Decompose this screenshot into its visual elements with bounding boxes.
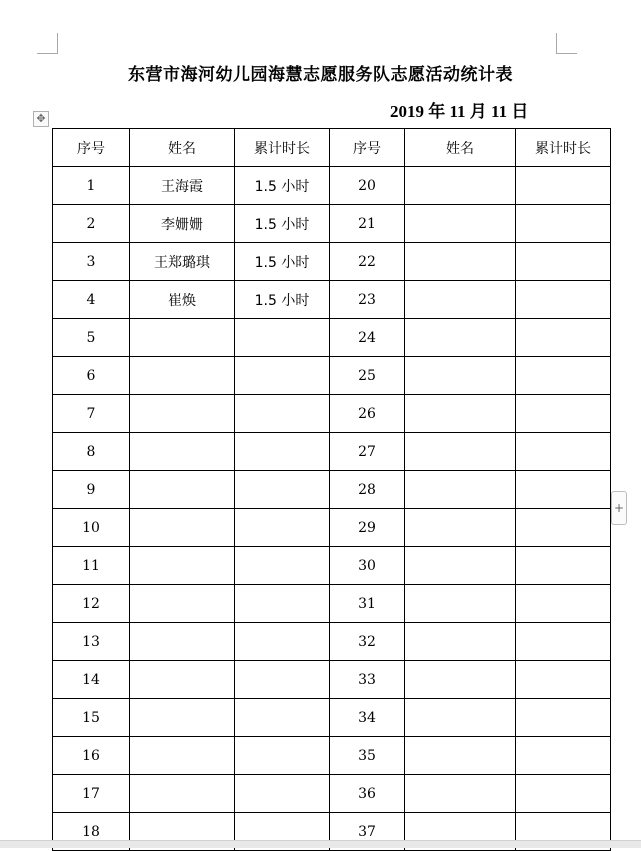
cell-name-left[interactable] bbox=[130, 737, 235, 775]
cell-duration-right[interactable] bbox=[516, 661, 611, 699]
cell-duration-left[interactable]: 1.5 小时 bbox=[235, 205, 330, 243]
cell-number-right[interactable]: 29 bbox=[330, 509, 405, 547]
cell-number-right[interactable]: 26 bbox=[330, 395, 405, 433]
cell-number-left[interactable]: 11 bbox=[53, 547, 130, 585]
cell-name-right[interactable] bbox=[405, 167, 516, 205]
header-number-right: 序号 bbox=[330, 129, 405, 167]
cell-duration-left[interactable] bbox=[235, 319, 330, 357]
cell-name-left[interactable] bbox=[130, 699, 235, 737]
cell-duration-right[interactable] bbox=[516, 775, 611, 813]
cell-name-right[interactable] bbox=[405, 737, 516, 775]
table-row bbox=[53, 775, 611, 813]
cell-number-left[interactable]: 2 bbox=[53, 205, 130, 243]
cell-number-right[interactable]: 21 bbox=[330, 205, 405, 243]
volunteer-stats-table bbox=[52, 128, 611, 851]
cell-name-left[interactable] bbox=[130, 433, 235, 471]
cell-duration-left[interactable]: 1.5 小时 bbox=[235, 167, 330, 205]
cell-number-left[interactable]: 7 bbox=[53, 395, 130, 433]
cell-name-left[interactable] bbox=[130, 585, 235, 623]
cell-number-right[interactable]: 35 bbox=[330, 737, 405, 775]
cell-name-right[interactable] bbox=[405, 281, 516, 319]
table-row bbox=[53, 471, 611, 509]
cell-name-left[interactable] bbox=[130, 319, 235, 357]
cell-number-left[interactable]: 13 bbox=[53, 623, 130, 661]
cell-number-left[interactable]: 12 bbox=[53, 585, 130, 623]
cell-duration-right[interactable] bbox=[516, 737, 611, 775]
cell-number-left[interactable]: 1 bbox=[53, 167, 130, 205]
cell-name-left[interactable]: 王海霞 bbox=[130, 167, 235, 205]
cell-duration-left[interactable] bbox=[235, 699, 330, 737]
table-row bbox=[53, 433, 611, 471]
cell-duration-left[interactable] bbox=[235, 775, 330, 813]
cell-number-left[interactable]: 15 bbox=[53, 699, 130, 737]
cell-duration-left[interactable] bbox=[235, 395, 330, 433]
cell-duration-left[interactable] bbox=[235, 509, 330, 547]
cell-duration-right[interactable] bbox=[516, 585, 611, 623]
cell-name-right[interactable] bbox=[405, 433, 516, 471]
move-arrows-icon[interactable]: ✥ bbox=[33, 111, 49, 127]
cell-name-left[interactable] bbox=[130, 623, 235, 661]
cell-duration-right[interactable] bbox=[516, 433, 611, 471]
cell-duration-right[interactable] bbox=[516, 243, 611, 281]
cell-duration-left[interactable] bbox=[235, 547, 330, 585]
plus-icon[interactable]: + bbox=[611, 491, 627, 525]
document-date: 2019 年 11 月 11 日 bbox=[390, 102, 529, 121]
cell-duration-left[interactable] bbox=[235, 357, 330, 395]
cell-duration-right[interactable] bbox=[516, 167, 611, 205]
table-row bbox=[53, 585, 611, 623]
cell-duration-right[interactable] bbox=[516, 699, 611, 737]
cell-duration-right[interactable] bbox=[516, 319, 611, 357]
table-row bbox=[53, 319, 611, 357]
header-name-left: 姓名 bbox=[130, 129, 235, 167]
cell-number-right[interactable]: 28 bbox=[330, 471, 405, 509]
cell-duration-left[interactable] bbox=[235, 585, 330, 623]
table-row bbox=[53, 623, 611, 661]
table-row bbox=[53, 737, 611, 775]
table-row bbox=[53, 395, 611, 433]
table-row bbox=[53, 699, 611, 737]
cell-number-right[interactable]: 33 bbox=[330, 661, 405, 699]
cell-duration-right[interactable] bbox=[516, 357, 611, 395]
cell-duration-right[interactable] bbox=[516, 281, 611, 319]
cell-number-right[interactable]: 23 bbox=[330, 281, 405, 319]
cell-number-right[interactable]: 20 bbox=[330, 167, 405, 205]
table-header-row bbox=[53, 129, 611, 167]
cell-name-right[interactable] bbox=[405, 623, 516, 661]
cell-name-right[interactable] bbox=[405, 661, 516, 699]
cell-number-left[interactable]: 5 bbox=[53, 319, 130, 357]
cell-number-left[interactable]: 16 bbox=[53, 737, 130, 775]
cell-number-right[interactable]: 22 bbox=[330, 243, 405, 281]
page-corner-mark-left bbox=[37, 33, 58, 54]
cell-duration-right[interactable] bbox=[516, 547, 611, 585]
cell-duration-left[interactable]: 1.5 小时 bbox=[235, 243, 330, 281]
header-duration-right: 累计时长 bbox=[516, 129, 611, 167]
header-number-left: 序号 bbox=[53, 129, 130, 167]
cell-name-left[interactable]: 李姗姗 bbox=[130, 205, 235, 243]
cell-number-left[interactable]: 18 bbox=[53, 813, 130, 851]
cell-name-right[interactable] bbox=[405, 509, 516, 547]
cell-name-left[interactable]: 王郑璐琪 bbox=[130, 243, 235, 281]
cell-name-right[interactable] bbox=[405, 547, 516, 585]
cell-duration-left[interactable] bbox=[235, 433, 330, 471]
cell-number-right[interactable]: 32 bbox=[330, 623, 405, 661]
cell-number-right[interactable]: 30 bbox=[330, 547, 405, 585]
cell-number-left[interactable]: 6 bbox=[53, 357, 130, 395]
cell-duration-left[interactable] bbox=[235, 623, 330, 661]
table-row bbox=[53, 509, 611, 547]
header-name-right: 姓名 bbox=[405, 129, 516, 167]
cell-name-left[interactable]: 崔焕 bbox=[130, 281, 235, 319]
cell-number-right[interactable]: 31 bbox=[330, 585, 405, 623]
cell-name-left[interactable] bbox=[130, 509, 235, 547]
cell-name-left[interactable] bbox=[130, 775, 235, 813]
table-row bbox=[53, 167, 611, 205]
table-row bbox=[53, 281, 611, 319]
cell-number-right[interactable]: 24 bbox=[330, 319, 405, 357]
cell-name-right[interactable] bbox=[405, 243, 516, 281]
document-title: 东营市海河幼儿园海慧志愿服务队志愿活动统计表 bbox=[128, 65, 513, 85]
cell-name-right[interactable] bbox=[405, 357, 516, 395]
cell-name-left[interactable] bbox=[130, 547, 235, 585]
table-row bbox=[53, 661, 611, 699]
cell-name-left[interactable] bbox=[130, 395, 235, 433]
cell-name-right[interactable] bbox=[405, 319, 516, 357]
cell-number-right[interactable]: 36 bbox=[330, 775, 405, 813]
cell-name-right[interactable] bbox=[405, 471, 516, 509]
cell-number-right[interactable]: 37 bbox=[330, 813, 405, 851]
cell-number-left[interactable]: 14 bbox=[53, 661, 130, 699]
cell-number-left[interactable]: 10 bbox=[53, 509, 130, 547]
cell-duration-left[interactable] bbox=[235, 661, 330, 699]
cell-name-left[interactable] bbox=[130, 471, 235, 509]
table-row bbox=[53, 205, 611, 243]
cell-duration-right[interactable] bbox=[516, 623, 611, 661]
cell-name-right[interactable] bbox=[405, 775, 516, 813]
cell-duration-left[interactable]: 1.5 小时 bbox=[235, 281, 330, 319]
cell-duration-right[interactable] bbox=[516, 205, 611, 243]
cell-number-left[interactable]: 17 bbox=[53, 775, 130, 813]
cell-duration-right[interactable] bbox=[516, 471, 611, 509]
header-duration-left: 累计时长 bbox=[235, 129, 330, 167]
cell-name-right[interactable] bbox=[405, 585, 516, 623]
cell-name-left[interactable] bbox=[130, 357, 235, 395]
cell-number-right[interactable]: 34 bbox=[330, 699, 405, 737]
cell-duration-right[interactable] bbox=[516, 509, 611, 547]
table-row bbox=[53, 357, 611, 395]
cell-number-left[interactable]: 9 bbox=[53, 471, 130, 509]
table-row bbox=[53, 547, 611, 585]
table-row bbox=[53, 243, 611, 281]
cell-duration-left[interactable] bbox=[235, 737, 330, 775]
cell-name-right[interactable] bbox=[405, 205, 516, 243]
cell-name-left[interactable] bbox=[130, 661, 235, 699]
cell-duration-left[interactable] bbox=[235, 471, 330, 509]
cell-duration-right[interactable] bbox=[516, 395, 611, 433]
cell-number-right[interactable]: 25 bbox=[330, 357, 405, 395]
page-corner-mark-right bbox=[556, 33, 577, 54]
cell-number-right[interactable]: 27 bbox=[330, 433, 405, 471]
cell-number-left[interactable]: 4 bbox=[53, 281, 130, 319]
cell-number-left[interactable]: 8 bbox=[53, 433, 130, 471]
cell-number-left[interactable]: 3 bbox=[53, 243, 130, 281]
cell-name-right[interactable] bbox=[405, 699, 516, 737]
cell-name-right[interactable] bbox=[405, 395, 516, 433]
